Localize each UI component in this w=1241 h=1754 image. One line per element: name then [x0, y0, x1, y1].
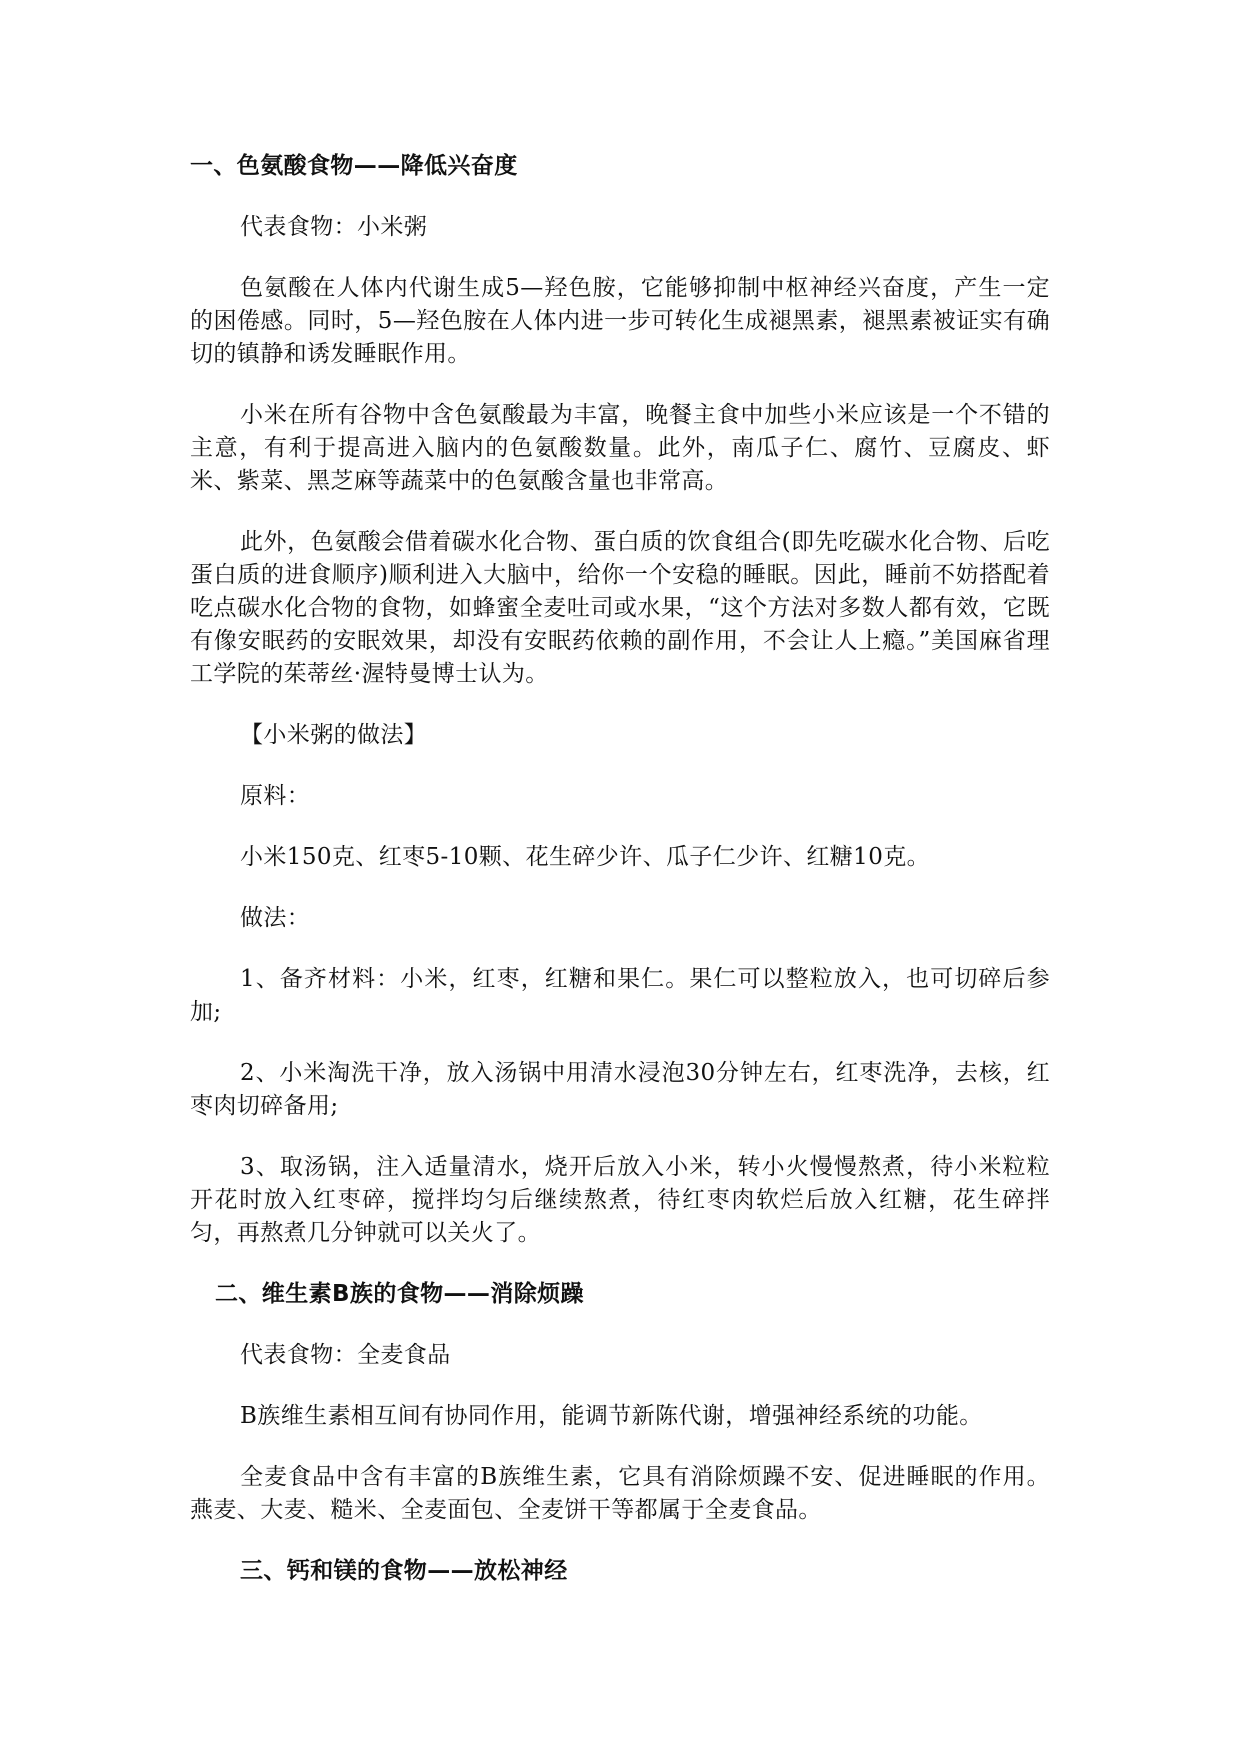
section-1-representative-food: 代表食物：小米粥: [240, 214, 428, 240]
ingredients-list: 小米150克、红枣5-10颗、花生碎少许、瓜子仁少许、红糖10克。: [240, 844, 931, 870]
section-1-paragraph-2: 小米在所有谷物中含色氨酸最为丰富，晚餐主食中加些小米应该是一个不错的主意，有利于提高进入脑内的色氨酸数量。此外，南瓜子仁、腐竹、豆腐皮、虾米、紫菜、黑芝麻等蔬菜中的色氨酸含量也非常高。: [190, 402, 1050, 494]
section-1-heading: 一、色氨酸食物——降低兴奋度: [190, 153, 518, 179]
method-label: 做法：: [240, 905, 311, 931]
recipe-step-3: 3、取汤锅，注入适量清水，烧开后放入小米，转小火慢慢熬煮，待小米粒粒开花时放入红枣碎，搅拌均匀后继续熬煮，待红枣肉软烂后放入红糖，花生碎拌匀，再熬煮几分钟就可以关火了。: [190, 1154, 1050, 1246]
section-3-heading: 三、钙和镁的食物——放松神经: [240, 1558, 568, 1584]
recipe-step-2: 2、小米淘洗干净，放入汤锅中用清水浸泡30分钟左右，红枣洗净，去核，红枣肉切碎备用;: [190, 1060, 1050, 1119]
section-2-heading: 二、维生素B族的食物——消除烦躁: [215, 1281, 584, 1307]
recipe-step-1: 1、备齐材料：小米，红枣，红糖和果仁。果仁可以整粒放入，也可切碎后参加;: [190, 966, 1050, 1025]
section-2-paragraph-1: B族维生素相互间有协同作用，能调节新陈代谢，增强神经系统的功能。: [240, 1403, 983, 1429]
section-2-paragraph-2: 全麦食品中含有丰富的B族维生素，它具有消除烦躁不安、促进睡眠的作用。燕麦、大麦、糙米、全麦面包、全麦饼干等都属于全麦食品。: [190, 1464, 1050, 1523]
section-2-representative-food: 代表食物：全麦食品: [240, 1342, 451, 1368]
ingredients-label: 原料：: [240, 783, 311, 809]
section-1-paragraph-1: 色氨酸在人体内代谢生成5—羟色胺，它能够抑制中枢神经兴奋度，产生一定的困倦感。同时，5—羟色胺在人体内进一步可转化生成褪黑素，褪黑素被证实有确切的镇静和诱发睡眠作用。: [190, 275, 1050, 367]
document-page: [190, 150, 1050, 1616]
section-1-paragraph-3: 此外，色氨酸会借着碳水化合物、蛋白质的饮食组合(即先吃碳水化合物、后吃蛋白质的进食顺序)顺利进入大脑中，给你一个安稳的睡眠。因此，睡前不妨搭配着吃点碳水化合物的食物，如蜂蜜全麦吐司或水果，“这个方法对多数人都有效，它既有像安眠药的安眠效果，却没有安眠药依赖的副作用，不会让人上瘾。”美国麻省理工学院的茱蒂丝·渥特曼博士认为。: [190, 529, 1050, 687]
recipe-title: 【小米粥的做法】: [240, 722, 428, 748]
